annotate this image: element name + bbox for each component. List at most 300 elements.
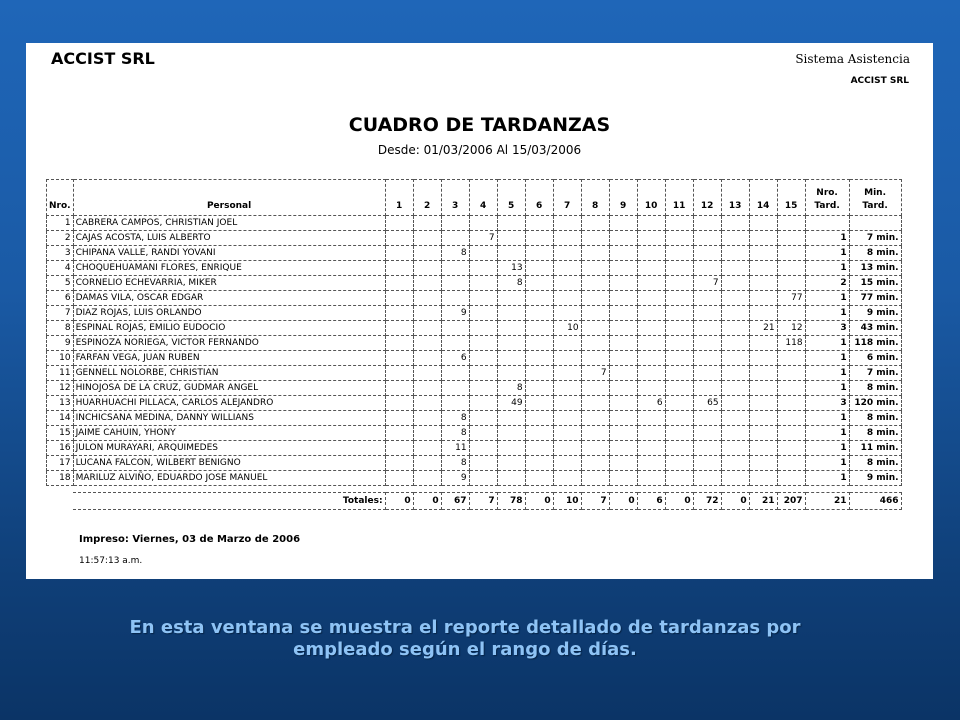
day-cell: [441, 276, 469, 291]
day-cell: [609, 426, 637, 441]
day-cell: [385, 366, 413, 381]
day-cell: [777, 381, 805, 396]
day-cell: [581, 396, 609, 411]
totals-label: Totales:: [73, 493, 385, 510]
day-cell: [497, 411, 525, 426]
day-cell: 8: [497, 276, 525, 291]
day-cell: [665, 411, 693, 426]
day-cell: [693, 306, 721, 321]
day-cell: [665, 231, 693, 246]
day-cell: [609, 351, 637, 366]
total-minutes: 466: [849, 493, 901, 510]
day-cell: [385, 261, 413, 276]
table-row: [47, 291, 902, 306]
day-cell: [721, 471, 749, 486]
employee-name: JAIME CAHUIN, YHONY: [73, 426, 385, 441]
company-name: ACCIST SRL: [51, 49, 155, 68]
late-count: 1: [805, 426, 849, 441]
day-cell: [693, 381, 721, 396]
day-cell: [469, 351, 497, 366]
late-minutes: 11 min.: [849, 441, 901, 456]
day-cell: [553, 216, 581, 231]
day-cell: [525, 411, 553, 426]
table-row: [47, 216, 902, 231]
row-number: 3: [47, 246, 74, 261]
late-count: 1: [805, 306, 849, 321]
day-cell: [413, 291, 441, 306]
day-cell: [497, 426, 525, 441]
day-cell: [693, 321, 721, 336]
header-day: 10: [637, 180, 665, 216]
table-row: [47, 351, 902, 366]
header-min-tard-line2: Tard.: [862, 201, 888, 211]
late-minutes: 8 min.: [849, 426, 901, 441]
employee-name: ESPINAL ROJAS, EMILIO EUDOCIO: [73, 321, 385, 336]
day-cell: 10: [553, 321, 581, 336]
day-cell: [525, 426, 553, 441]
caption-line-1: En esta ventana se muestra el reporte detallado de tardanzas por: [129, 617, 801, 638]
table-row: [47, 456, 902, 471]
day-cell: [553, 396, 581, 411]
day-cell: [553, 246, 581, 261]
late-count: 1: [805, 351, 849, 366]
employee-name: CHIPANA VALLE, RANDI YOVANI: [73, 246, 385, 261]
day-cell: [721, 351, 749, 366]
day-cell: [413, 411, 441, 426]
day-cell: [581, 426, 609, 441]
table-row: [47, 471, 902, 486]
day-cell: [469, 306, 497, 321]
day-cell: 7: [469, 231, 497, 246]
header-day: 8: [581, 180, 609, 216]
day-cell: [609, 291, 637, 306]
table-row: [47, 261, 902, 276]
late-minutes: 8 min.: [849, 246, 901, 261]
tardiness-table: [46, 179, 902, 510]
day-cell: [749, 276, 777, 291]
day-cell: [385, 276, 413, 291]
day-cell: [385, 471, 413, 486]
row-number: 8: [47, 321, 74, 336]
day-cell: [777, 276, 805, 291]
row-number: 12: [47, 381, 74, 396]
totals-row: [47, 493, 902, 510]
row-number: 16: [47, 441, 74, 456]
day-cell: [637, 246, 665, 261]
employee-name: CHOQUEHUAMANI FLORES, ENRIQUE: [73, 261, 385, 276]
employee-name: CAJAS ACOSTA, LUIS ALBERTO: [73, 231, 385, 246]
day-cell: [609, 366, 637, 381]
day-cell: 49: [497, 396, 525, 411]
header-day: 1: [385, 180, 413, 216]
day-cell: [749, 216, 777, 231]
day-cell: [665, 456, 693, 471]
row-number: 4: [47, 261, 74, 276]
day-cell: [665, 426, 693, 441]
header-day: 4: [469, 180, 497, 216]
report-page: [26, 43, 933, 579]
header-day: 7: [553, 180, 581, 216]
day-cell: [693, 291, 721, 306]
day-cell: [749, 231, 777, 246]
totals-separator: [47, 486, 902, 493]
day-cell: [525, 336, 553, 351]
day-cell: [385, 336, 413, 351]
day-cell: [749, 336, 777, 351]
day-cell: [497, 366, 525, 381]
day-cell: [721, 366, 749, 381]
late-minutes: 118 min.: [849, 336, 901, 351]
day-cell: [777, 411, 805, 426]
day-cell: [497, 291, 525, 306]
day-cell: [497, 231, 525, 246]
day-cell: 12: [777, 321, 805, 336]
day-cell: 9: [441, 306, 469, 321]
day-cell: [777, 396, 805, 411]
day-cell: [525, 306, 553, 321]
day-cell: [777, 366, 805, 381]
day-cell: [721, 411, 749, 426]
employee-name: GENNELL NOLORBE, CHRISTIAN: [73, 366, 385, 381]
printed-time: 11:57:13 a.m.: [79, 556, 143, 566]
row-number: 18: [47, 471, 74, 486]
day-cell: [693, 351, 721, 366]
day-cell: [693, 441, 721, 456]
day-cell: 13: [497, 261, 525, 276]
day-cell: [637, 366, 665, 381]
header-day: 13: [721, 180, 749, 216]
day-cell: [469, 366, 497, 381]
employee-name: FARFAN VEGA, JUAN RUBEN: [73, 351, 385, 366]
day-cell: [581, 231, 609, 246]
day-cell: [469, 321, 497, 336]
day-cell: 8: [441, 246, 469, 261]
employee-name: INCHICSANA MEDINA, DANNY WILLIANS: [73, 411, 385, 426]
day-cell: [693, 246, 721, 261]
row-number: 6: [47, 291, 74, 306]
total-count: 21: [805, 493, 849, 510]
day-cell: [497, 456, 525, 471]
header-nro-tard-line1: Nro.: [816, 188, 838, 198]
day-cell: [525, 276, 553, 291]
day-cell: [665, 306, 693, 321]
day-cell: [581, 381, 609, 396]
row-number: 11: [47, 366, 74, 381]
day-cell: [749, 411, 777, 426]
total-day: 21: [749, 493, 777, 510]
row-number: 10: [47, 351, 74, 366]
day-cell: [497, 306, 525, 321]
day-cell: [777, 351, 805, 366]
total-day: 0: [413, 493, 441, 510]
day-cell: [581, 351, 609, 366]
day-cell: [553, 366, 581, 381]
table-row: [47, 426, 902, 441]
employee-name: ESPINOZA NORIEGA, VICTOR FERNANDO: [73, 336, 385, 351]
day-cell: [609, 276, 637, 291]
day-cell: [637, 411, 665, 426]
day-cell: [609, 216, 637, 231]
late-minutes: [849, 216, 901, 231]
total-day: 0: [609, 493, 637, 510]
late-count: 1: [805, 456, 849, 471]
total-day: 0: [721, 493, 749, 510]
late-minutes: 77 min.: [849, 291, 901, 306]
day-cell: [609, 381, 637, 396]
table-row: [47, 396, 902, 411]
day-cell: [497, 216, 525, 231]
day-cell: [665, 276, 693, 291]
day-cell: [413, 231, 441, 246]
day-cell: [609, 456, 637, 471]
day-cell: [721, 276, 749, 291]
day-cell: [581, 441, 609, 456]
table-row: [47, 441, 902, 456]
day-cell: [441, 216, 469, 231]
day-cell: [609, 306, 637, 321]
late-count: 2: [805, 276, 849, 291]
day-cell: [413, 321, 441, 336]
day-cell: [553, 426, 581, 441]
day-cell: [469, 246, 497, 261]
day-cell: [749, 366, 777, 381]
day-cell: [469, 276, 497, 291]
day-cell: [637, 351, 665, 366]
day-cell: [413, 456, 441, 471]
day-cell: [721, 261, 749, 276]
day-cell: 8: [441, 456, 469, 471]
day-cell: [581, 261, 609, 276]
day-cell: [777, 426, 805, 441]
day-cell: [721, 396, 749, 411]
day-cell: [525, 396, 553, 411]
late-minutes: 15 min.: [849, 276, 901, 291]
day-cell: [693, 336, 721, 351]
day-cell: [637, 381, 665, 396]
day-cell: 8: [497, 381, 525, 396]
day-cell: [637, 321, 665, 336]
total-day: 10: [553, 493, 581, 510]
header-day: 9: [609, 180, 637, 216]
day-cell: [441, 321, 469, 336]
late-count: 1: [805, 411, 849, 426]
day-cell: [469, 261, 497, 276]
day-cell: [441, 396, 469, 411]
system-name: Sistema Asistencia: [795, 52, 910, 66]
day-cell: [749, 381, 777, 396]
day-cell: [665, 366, 693, 381]
day-cell: [525, 246, 553, 261]
table-row: [47, 246, 902, 261]
day-cell: [413, 381, 441, 396]
day-cell: [749, 306, 777, 321]
employee-name: DAMAS VILA, OSCAR EDGAR: [73, 291, 385, 306]
day-cell: [525, 366, 553, 381]
day-cell: [413, 261, 441, 276]
day-cell: [721, 231, 749, 246]
table-row: [47, 321, 902, 336]
day-cell: [637, 336, 665, 351]
header-day: 11: [665, 180, 693, 216]
day-cell: [721, 456, 749, 471]
day-cell: [413, 471, 441, 486]
day-cell: [553, 306, 581, 321]
day-cell: [469, 411, 497, 426]
total-day: 0: [665, 493, 693, 510]
day-cell: [749, 261, 777, 276]
day-cell: 11: [441, 441, 469, 456]
day-cell: 7: [581, 366, 609, 381]
table-header: [47, 180, 902, 216]
header-min-tard: [849, 180, 901, 216]
header-personal: Personal: [73, 180, 385, 216]
day-cell: [693, 426, 721, 441]
day-cell: [469, 396, 497, 411]
day-cell: [665, 351, 693, 366]
day-cell: [637, 426, 665, 441]
late-minutes: 120 min.: [849, 396, 901, 411]
day-cell: [637, 456, 665, 471]
late-count: 1: [805, 246, 849, 261]
header-day: 3: [441, 180, 469, 216]
header-day: 12: [693, 180, 721, 216]
day-cell: [385, 351, 413, 366]
day-cell: [777, 306, 805, 321]
day-cell: [385, 321, 413, 336]
day-cell: 6: [637, 396, 665, 411]
day-cell: [749, 426, 777, 441]
day-cell: [413, 351, 441, 366]
day-cell: [469, 336, 497, 351]
table-row: [47, 381, 902, 396]
total-day: 0: [525, 493, 553, 510]
table-row: [47, 231, 902, 246]
day-cell: [609, 396, 637, 411]
late-minutes: 9 min.: [849, 471, 901, 486]
day-cell: [693, 471, 721, 486]
day-cell: [609, 261, 637, 276]
day-cell: [581, 411, 609, 426]
system-company: ACCIST SRL: [850, 76, 909, 86]
day-cell: [413, 366, 441, 381]
day-cell: [553, 471, 581, 486]
day-cell: [581, 336, 609, 351]
day-cell: [385, 381, 413, 396]
header-day: 2: [413, 180, 441, 216]
day-cell: [553, 276, 581, 291]
day-cell: [581, 321, 609, 336]
table-row: [47, 276, 902, 291]
day-cell: [385, 216, 413, 231]
row-number: 5: [47, 276, 74, 291]
late-minutes: 13 min.: [849, 261, 901, 276]
day-cell: [413, 306, 441, 321]
day-cell: [721, 291, 749, 306]
day-cell: [609, 336, 637, 351]
day-cell: 8: [441, 426, 469, 441]
day-cell: [665, 471, 693, 486]
day-cell: [777, 261, 805, 276]
day-cell: [497, 321, 525, 336]
header-nro-tard: [805, 180, 849, 216]
late-minutes: 7 min.: [849, 231, 901, 246]
day-cell: [385, 441, 413, 456]
day-cell: [385, 411, 413, 426]
day-cell: [749, 291, 777, 306]
day-cell: [413, 441, 441, 456]
day-cell: [385, 456, 413, 471]
table-row: [47, 336, 902, 351]
day-cell: [609, 231, 637, 246]
day-cell: [721, 246, 749, 261]
day-cell: 8: [441, 411, 469, 426]
day-cell: [665, 261, 693, 276]
day-cell: [749, 471, 777, 486]
day-cell: [413, 426, 441, 441]
late-minutes: 8 min.: [849, 381, 901, 396]
slide-caption: [0, 617, 930, 661]
printed-date: Impreso: Viernes, 03 de Marzo de 2006: [79, 534, 301, 545]
day-cell: [637, 231, 665, 246]
date-range: Desde: 01/03/2006 Al 15/03/2006: [377, 143, 582, 157]
day-cell: [553, 231, 581, 246]
table-row: [47, 306, 902, 321]
day-cell: [721, 321, 749, 336]
day-cell: [469, 216, 497, 231]
day-cell: [721, 216, 749, 231]
day-cell: [777, 231, 805, 246]
employee-name: LUCANA FALCON, WILBERT BENIGNO: [73, 456, 385, 471]
day-cell: [777, 471, 805, 486]
day-cell: [693, 216, 721, 231]
day-cell: [777, 216, 805, 231]
day-cell: [665, 381, 693, 396]
late-minutes: 8 min.: [849, 411, 901, 426]
day-cell: [441, 231, 469, 246]
day-cell: [581, 471, 609, 486]
header-nro-tard-line2: Tard.: [814, 201, 840, 211]
total-day: 67: [441, 493, 469, 510]
day-cell: [581, 291, 609, 306]
day-cell: [693, 261, 721, 276]
day-cell: [385, 306, 413, 321]
day-cell: [749, 246, 777, 261]
late-count: 1: [805, 291, 849, 306]
header-min-tard-line1: Min.: [864, 188, 887, 198]
day-cell: [525, 231, 553, 246]
total-day: 78: [497, 493, 525, 510]
day-cell: [693, 456, 721, 471]
employee-name: HUARHUACHI PILLACA, CARLOS ALEJANDRO: [73, 396, 385, 411]
employee-name: DIAZ ROJAS, LUIS ORLANDO: [73, 306, 385, 321]
day-cell: [749, 396, 777, 411]
report-title: CUADRO DE TARDANZAS: [348, 114, 611, 136]
row-number: 14: [47, 411, 74, 426]
day-cell: 118: [777, 336, 805, 351]
row-number: 15: [47, 426, 74, 441]
day-cell: 21: [749, 321, 777, 336]
day-cell: [581, 306, 609, 321]
late-count: 1: [805, 231, 849, 246]
day-cell: [525, 216, 553, 231]
day-cell: [665, 321, 693, 336]
late-minutes: 8 min.: [849, 456, 901, 471]
day-cell: [637, 261, 665, 276]
day-cell: [665, 291, 693, 306]
header-nro: Nro.: [47, 180, 74, 216]
late-count: 1: [805, 366, 849, 381]
day-cell: [525, 456, 553, 471]
